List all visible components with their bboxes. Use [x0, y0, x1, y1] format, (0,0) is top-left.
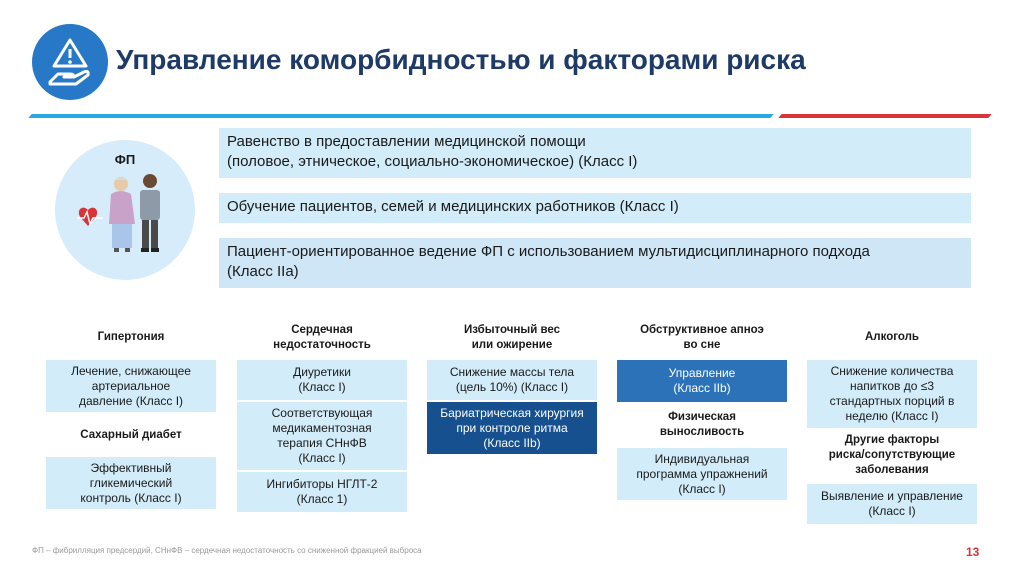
rec-equality-line2: (половое, этническое, социально-экономическое) (Класс I)	[227, 153, 638, 170]
fp-circle	[55, 140, 195, 280]
header-diabetes: Сахарный диабет	[80, 429, 182, 441]
header-other-risk-factors: Другие факторы риска/сопутствующие заболевания	[828, 434, 956, 476]
rec-education-line1: Обучение пациентов, семей и медицинских работников (Класс I)	[227, 198, 679, 215]
header-hypertension: Гипертония	[97, 331, 165, 343]
box-sglt2-inhibitors: Ингибиторы НГЛТ-2 (Класс 1)	[237, 472, 407, 512]
box-apnea-management: Управление (Класс IIb)	[617, 360, 787, 402]
header-heart-failure: Сердечная недостаточность	[273, 324, 371, 351]
recommendation-education	[219, 193, 971, 223]
box-weight-loss: Снижение массы тела (цель 10%) (Класс I)	[427, 360, 597, 400]
footnote: ФП – фибрилляция предсердий, СНнФВ – сердечная недостаточность со сниженной фракцией выброса	[32, 546, 422, 555]
box-hfref-therapy: Соответствующая медикаментозная терапия СНнФВ (Класс I)	[237, 402, 407, 470]
header-alcohol: Алкоголь	[865, 331, 919, 343]
hand-warning-icon	[32, 24, 108, 100]
box-exercise-program: Индивидуальная программа упражнений (Класс I)	[617, 448, 787, 500]
box-diuretics: Диуретики (Класс I)	[237, 360, 407, 400]
box-bp-lowering: Лечение, снижающее артериальное давление (Класс I)	[46, 360, 216, 412]
rec-patient-line2: (Класс IIa)	[227, 263, 299, 280]
page-number: 13	[966, 545, 980, 559]
rec-patient-line1: Пациент-ориентированное ведение ФП с использованием мультидисциплинарного подхода	[227, 243, 870, 260]
box-reduce-drinks: Снижение количества напитков до ≤3 стандартных порций в неделю (Класс I)	[807, 360, 977, 428]
fp-label: ФП	[114, 152, 136, 167]
elderly-couple-illustration	[55, 140, 195, 280]
logo-circle	[32, 24, 108, 100]
title-rule-red	[778, 114, 991, 118]
header-obesity: Избыточный вес или ожирение	[463, 324, 561, 351]
box-bariatric-surgery: Бариатрическая хирургия при контроле ритма (Класс IIb)	[427, 402, 597, 454]
header-physical-fitness: Физическая выносливость	[659, 411, 745, 438]
box-glycemic-control: Эффективный гликемический контроль (Класс I)	[46, 457, 216, 509]
title-rule-blue	[28, 114, 773, 118]
recommendation-patient-centered	[219, 238, 971, 288]
box-detect-manage: Выявление и управление (Класс I)	[807, 484, 977, 524]
page-title: Управление коморбидностью и факторами риска	[116, 44, 806, 75]
rec-equality-line1: Равенство в предоставлении медицинской помощи	[227, 133, 586, 150]
recommendation-equality	[219, 128, 971, 178]
header-sleep-apnea: Обструктивное апноэ во сне	[640, 324, 764, 351]
